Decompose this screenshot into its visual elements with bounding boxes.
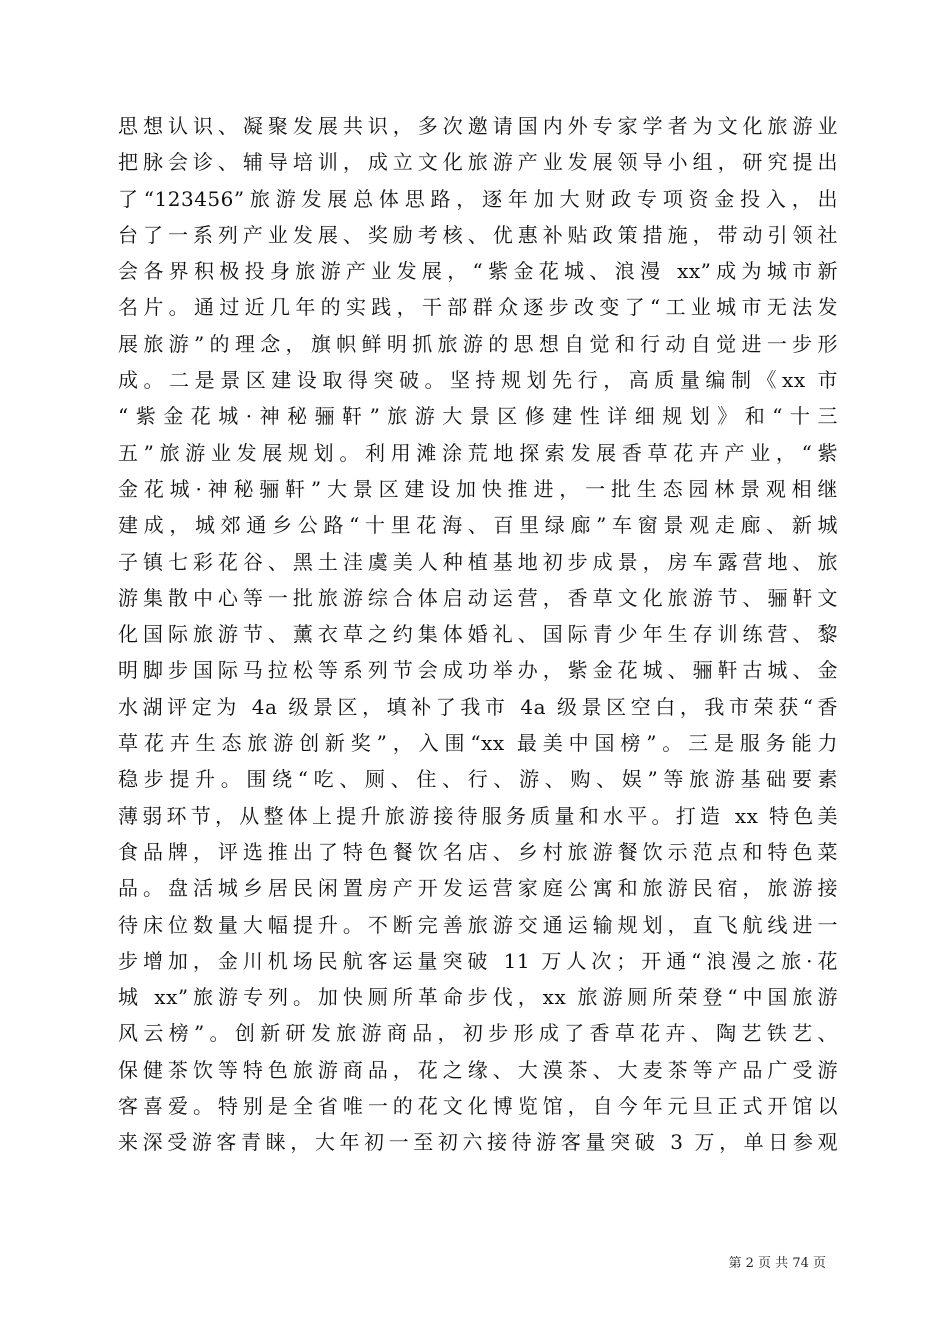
text-line: 客喜爱。特别是全省唯一的花文化博览馆，自今年元旦正式开馆以 [118, 1094, 838, 1119]
text-line: “紫金花城·神秘骊靬”旅游大景区修建性详细规划》和“十三 [118, 404, 838, 429]
text-line: 稳步提升。围绕“吃、厕、住、行、游、购、娱”等旅游基础要素 [118, 767, 838, 792]
text-line: 水湖评定为 4a 级景区，填补了我市 4a 级景区空白，我市荣获“香 [118, 694, 838, 719]
page-number: 第 2 页 共 74 页 [728, 1256, 826, 1271]
text-line: 保健茶饮等特色旅游商品，花之缘、大漠茶、大麦茶等产品广受游 [118, 1057, 838, 1082]
text-line: 把脉会诊、辅导培训，成立文化旅游产业发展领导小组，研究提出 [118, 150, 838, 175]
text-line: 思想认识、凝聚发展共识，多次邀请国内外专家学者为文化旅游业 [118, 114, 838, 138]
text-line: 名片。通过近几年的实践，干部群众逐步改变了“工业城市无法发 [118, 295, 838, 320]
text-line: 城 xx”旅游专列。加快厕所革命步伐，xx 旅游厕所荣登“中国旅游 [118, 985, 838, 1010]
body-paragraph [118, 108, 838, 1161]
text-line: 明脚步国际马拉松等系列节会成功举办，紫金花城、骊靬古城、金 [118, 658, 838, 683]
text-line: 薄弱环节，从整体上提升旅游接待服务质量和水平。打造 xx 特色美 [118, 803, 838, 828]
text-line: 金花城·神秘骊靬”大景区建设加快推进，一批生态园林景观相继 [118, 476, 838, 501]
text-line: 游集散中心等一批旅游综合体启动运营，香草文化旅游节、骊靬文 [118, 585, 838, 610]
text-line: 会各界积极投身旅游产业发展，“紫金花城、浪漫 xx”成为城市新 [118, 259, 838, 284]
text-line: 建成，城郊通乡公路“十里花海、百里绿廊”车窗景观走廊、新城 [118, 513, 838, 538]
text-line: 化国际旅游节、薰衣草之约集体婚礼、国际青少年生存训练营、黎 [118, 622, 838, 647]
text-line: 展旅游”的理念，旗帜鲜明抓旅游的思想自觉和行动自觉进一步形 [118, 331, 838, 356]
text-line: 成。二是景区建设取得突破。坚持规划先行，高质量编制《xx 市 [118, 368, 838, 393]
text-line: 步增加，金川机场民航客运量突破 11 万人次；开通“浪漫之旅·花 [118, 948, 838, 973]
text-line: 风云榜”。创新研发旅游商品，初步形成了香草花卉、陶艺铁艺、 [118, 1021, 838, 1046]
text-line: 食品牌，评选推出了特色餐饮名店、乡村旅游餐饮示范点和特色菜 [118, 839, 838, 864]
text-line: 来深受游客青睐，大年初一至初六接待游客量突破 3 万，单日参观 [118, 1130, 838, 1155]
text-line: 台了一系列产业发展、奖励考核、优惠补贴政策措施，带动引领社 [118, 222, 838, 247]
text-line: 草花卉生态旅游创新奖”，入围“xx 最美中国榜”。三是服务能力 [118, 731, 838, 756]
text-line: 子镇七彩花谷、黑土洼虞美人种植基地初步成景，房车露营地、旅 [118, 549, 838, 574]
text-line: 待床位数量大幅提升。不断完善旅游交通运输规划，直飞航线进一 [118, 912, 838, 937]
text-line: 了“123456”旅游发展总体思路，逐年加大财政专项资金投入，出 [118, 186, 838, 211]
text-line: 品。盘活城乡居民闲置房产开发运营家庭公寓和旅游民宿，旅游接 [118, 876, 838, 901]
text-line: 五”旅游业发展规划。利用滩涂荒地探索发展香草花卉产业，“紫 [118, 440, 838, 465]
